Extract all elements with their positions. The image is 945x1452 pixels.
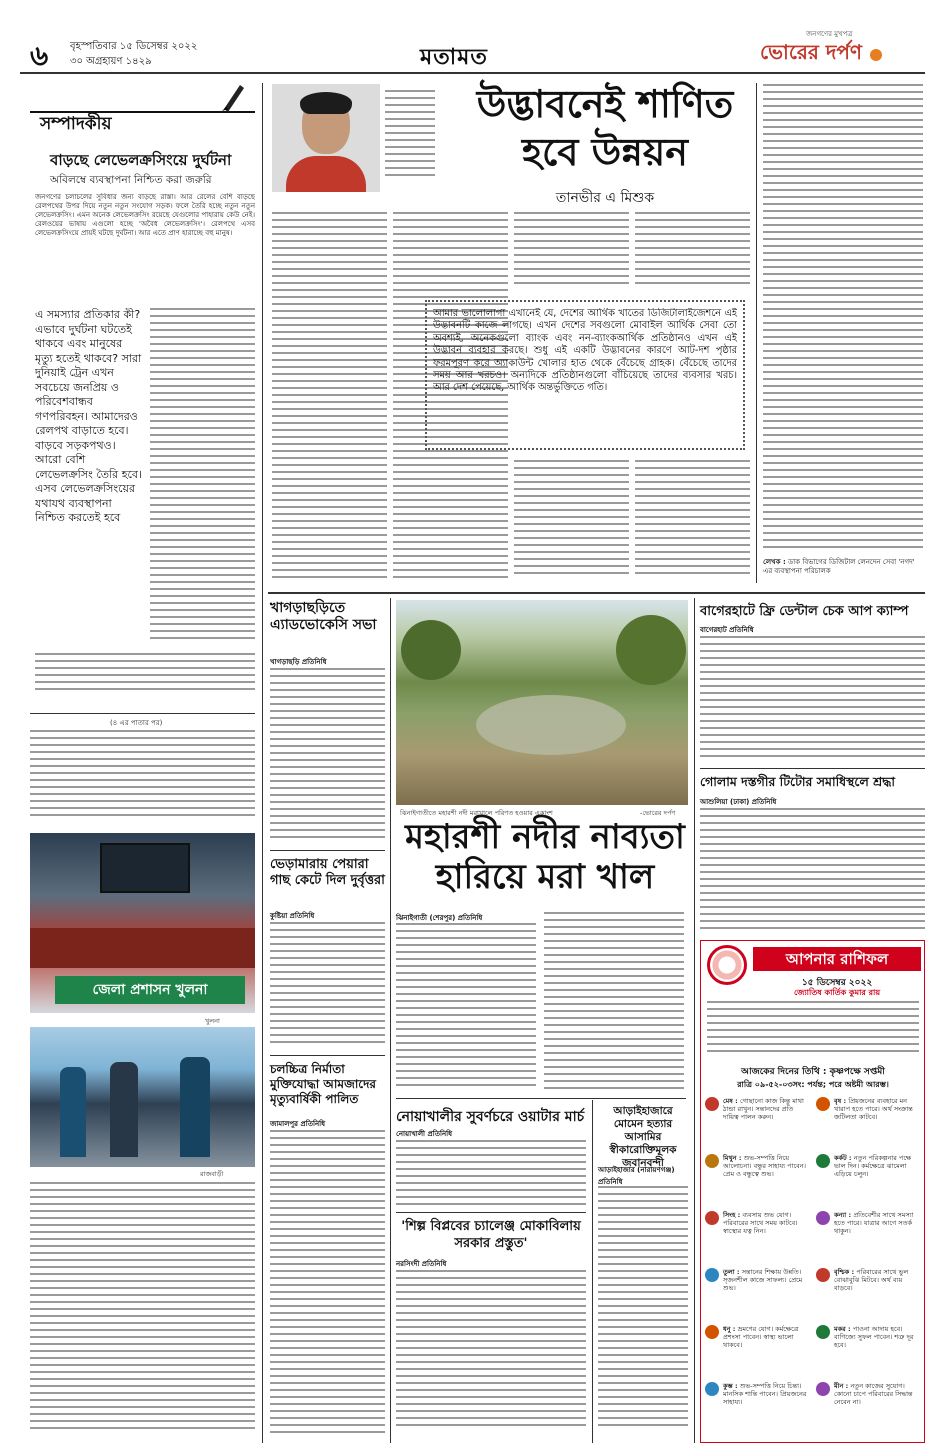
bagerhat-headline: বাগেরহাটে ফ্রি ডেন্টাল চেক আপ ক্যাম্প bbox=[700, 604, 909, 619]
rajbari-photo bbox=[30, 1027, 255, 1167]
amjad-dateline: জামালপুর প্রতিনিধি bbox=[270, 1120, 326, 1128]
opinion-pullquote-box bbox=[425, 300, 745, 450]
horoscope-sign-name: সিংহ : bbox=[723, 1211, 743, 1219]
horoscope-sign-name: মকর : bbox=[834, 1325, 853, 1333]
horoscope-sign-name: বৃশ্চিক : bbox=[834, 1268, 857, 1276]
rajbari-figure-3 bbox=[180, 1057, 210, 1157]
editorial-label-box bbox=[30, 83, 255, 134]
date-line-2: ৩০ অগ্রহায়ণ ১৪২৯ bbox=[70, 56, 152, 67]
editorial-box bbox=[30, 83, 255, 703]
horoscope-sign-body: নতুন কাজের সুযোগ। কোনো চাপে পরিবারের সিদ্ধান্ত নেবেন না। bbox=[834, 1382, 913, 1406]
horoscope-sign bbox=[705, 1325, 810, 1379]
opinion-col-1 bbox=[272, 212, 387, 582]
zodiac-sign-icon bbox=[705, 1097, 719, 1111]
left-news-lines-1 bbox=[30, 730, 255, 826]
editorial-tail-lines bbox=[35, 653, 255, 698]
horoscope-sign-text bbox=[834, 1154, 921, 1178]
zodiac-sign-icon bbox=[705, 1382, 719, 1396]
khulna-banner: জেলা প্রশাসন খুলনা bbox=[55, 976, 245, 1004]
khulna-caption: খুলনা bbox=[205, 1017, 220, 1025]
col-divider-2 bbox=[390, 598, 391, 1443]
horoscope-sign bbox=[705, 1211, 810, 1265]
horoscope-intro bbox=[707, 1001, 919, 1059]
opinion-headline-2: হবে উন্নয়ন bbox=[522, 129, 688, 174]
paper-name: ভোরের দর্পণ bbox=[760, 40, 862, 64]
col-divider-opinion bbox=[756, 83, 757, 583]
golam-dateline: আশুলিয়া (ঢাকা) প্রতিনিধি bbox=[700, 798, 777, 806]
khulna-photo bbox=[30, 833, 255, 1013]
pen-icon bbox=[220, 79, 248, 113]
bagerhat-body bbox=[700, 636, 925, 764]
industry-body bbox=[396, 1270, 586, 1435]
zodiac-sign-icon bbox=[705, 1211, 719, 1225]
noakhali-dateline: নোয়াখালী প্রতিনিধি bbox=[396, 1130, 453, 1138]
horoscope-sign-body: পরিবারের সাথে ভুল বোঝাবুঝি মিটবে। অর্থ ব্যয় বাড়বে। bbox=[834, 1268, 909, 1292]
river-body-2 bbox=[544, 912, 684, 1095]
horoscope-sign-name: বৃষ : bbox=[834, 1097, 849, 1105]
horoscope-sign-body: নতুন পরিকল্পনার পক্ষে ভাল দিন। কর্মক্ষেত্রে ঝামেলা এড়িয়ে চলুন। bbox=[834, 1154, 912, 1178]
industry-headline: 'শিল্প বিপ্লবের চ্যালেঞ্জ মোকাবিলায় সরকার প্রস্তুত' bbox=[401, 1219, 581, 1251]
horoscope-sign bbox=[816, 1097, 921, 1151]
river-dateline: ঝিনাইগাতী (শেরপুর) প্রতিনিধি bbox=[396, 914, 483, 922]
horoscope-grid bbox=[705, 1097, 921, 1439]
author-note-text: ডাক বিভাগের ডিজিটাল লেনদেন সেবা 'নগদ' এর ব্যবস্থাপনা পরিচালক bbox=[763, 558, 915, 575]
river-tree-1 bbox=[401, 620, 461, 680]
noakhali-body bbox=[396, 1140, 586, 1208]
opinion-col-4-top bbox=[635, 212, 750, 292]
amjad-headline: চলচ্চিত্র নির্মাতা মুক্তিযোদ্ধা আমজাদের মৃত্যুবার্ষিকী পালিত bbox=[270, 1062, 377, 1106]
horoscope-sign bbox=[816, 1154, 921, 1208]
zodiac-wheel-icon bbox=[707, 945, 747, 985]
zodiac-sign-icon bbox=[816, 1325, 830, 1339]
col-divider-4 bbox=[694, 598, 695, 1443]
tithi-title: আজকের দিনের তিথি : কৃষ্ণপক্ষে সপ্তমী bbox=[741, 1067, 885, 1077]
araihazar-body bbox=[598, 1186, 688, 1436]
river-water bbox=[476, 695, 626, 755]
editorial-bottom-rule bbox=[30, 713, 255, 714]
horoscope-sign bbox=[705, 1097, 810, 1151]
horoscope-sign-name: মীন : bbox=[834, 1382, 851, 1390]
industry-dateline: নরসিংদী প্রতিনিধি bbox=[396, 1260, 447, 1268]
opinion-col-4-bottom bbox=[635, 460, 750, 582]
horoscope-sign-text bbox=[723, 1211, 810, 1235]
zodiac-sign-icon bbox=[816, 1211, 830, 1225]
editorial-label: সম্পাদকীয় bbox=[40, 114, 112, 134]
horoscope-sign bbox=[705, 1382, 810, 1436]
horoscope-sign-text bbox=[723, 1325, 810, 1349]
rajbari-caption: রাজবাড়ী bbox=[200, 1170, 224, 1178]
bheramara-rule bbox=[270, 1055, 385, 1056]
noakhali-headline: নোয়াখালীর সুবর্ণচরে ওয়াটার মার্চ bbox=[396, 1109, 585, 1125]
horoscope-sign-body: শুভ-সম্পত্তি নিয়ে আলোচনা। বন্ধুর সাহায্য পাবেন। প্রেম ও বন্ধুত্বে শুভ। bbox=[723, 1154, 806, 1178]
section-title: মতামত bbox=[420, 44, 488, 70]
bheramara-body bbox=[270, 922, 385, 1052]
zodiac-sign-icon bbox=[705, 1154, 719, 1168]
horoscope-title-bar bbox=[753, 947, 921, 971]
opinion-pullquote: আমার ভালোলাগা এখানেই যে, দেশের আর্থিক খাতের ডিজিটালাইজেশনে এই উদ্ভাবনটি কাজে লাগছে। এখন দেশের সবগুলো মোবাইল আর্থিক সেবা তো অবশ্যই, অনেকগুলো ব্যাংক এবং নন-ব্যাংকআর্থিক প্রতিষ্ঠানও এখন এই উদ্ভাবন ব্যবহার করছে। শুধু এই একটি উদ্ভাবনের কারণে আট-দশ পৃষ্ঠার ফরমপূরণ করে অ্যাকাউন্ট খোলার হাত থেকে বেঁচেছে গ্রাহক। বেঁচেছে তাদের সময় আর খরচও। অন্যদিকে প্রতিষ্ঠানগুলো বাঁচিয়েছে তাদের ব্যবসার খরচ। আর দেশ পেয়েছে, আর্থিক অন্তর্ভুক্তিতে গতি। bbox=[433, 308, 737, 394]
horoscope-sign-text bbox=[723, 1097, 810, 1121]
khagrachari-dateline: খাগড়াছড়ি প্রতিনিধি bbox=[270, 658, 327, 666]
horoscope-sign-name: মিথুন : bbox=[723, 1154, 744, 1162]
horoscope-sign bbox=[816, 1268, 921, 1322]
bheramara-headline: ভেড়ামারায় পেয়ারা গাছ কেটে দিল দুর্বৃত্তরা bbox=[270, 857, 385, 888]
horoscope-sign-text bbox=[723, 1382, 810, 1406]
horoscope-sign-name: মেষ : bbox=[723, 1097, 740, 1105]
khulna-table bbox=[30, 928, 255, 968]
horoscope-sign-text bbox=[834, 1211, 921, 1235]
editorial-pullquote: এ সমস্যার প্রতিকার কী? এভাবে দুর্ঘটনা ঘটতেই থাকবে এবং মানুষের মৃত্যু হতেই থাকবে? সারা দুনিয়াই ট্রেন এখন সবচেয়ে জনপ্রিয় ও পরিবেশবান্ধব গণপরিবহন। আমাদেরও রেলপথ বাড়াতে হবে। বাড়বে সড়কপথও। আরো বেশি লেভেলক্রসিং তৈরি হবে। এসব লেভেলক্রসিংয়ের যথাযথ ব্যবস্থাপনা নিশ্চিত করতেই হবে bbox=[35, 308, 142, 524]
horoscope-sign-body: গোছানো কাজ কিন্তু মাথা ঠান্ডা রাখুন। সন্তানদের প্রতি দায়িত্ব পালন করুন। bbox=[723, 1097, 804, 1121]
golam-body bbox=[700, 808, 925, 936]
opinion-author-note bbox=[763, 558, 923, 576]
river-headline-1: মহারশী নদীর নাব্যতা bbox=[405, 817, 685, 857]
bheramara-dateline: কুষ্টিয়া প্রতিনিধি bbox=[270, 912, 315, 920]
horoscope-date: ১৫ ডিসেম্বর ২০২২ bbox=[801, 978, 873, 988]
author-hair bbox=[300, 92, 352, 114]
araihazar-headline: আড়াইহাজারে মোমেন হত্যার আসামির স্বীকারোক্তিমূলক জবানবন্দী bbox=[609, 1105, 677, 1169]
editorial-subhead: অবিলম্বে ব্যবস্থাপনা নিশ্চিত করা জরুরি bbox=[50, 174, 212, 186]
horoscope-sign bbox=[705, 1154, 810, 1208]
noakhali-rule bbox=[396, 1212, 586, 1213]
horoscope-sign bbox=[705, 1268, 810, 1322]
author-body bbox=[286, 156, 366, 192]
bagerhat-dateline: বাগেরহাট প্রতিনিধি bbox=[700, 626, 754, 634]
horoscope-sign-name: কন্যা : bbox=[834, 1211, 854, 1219]
left-news-lines-2 bbox=[30, 1182, 255, 1437]
horoscope-sign-body: সন্তানের শিক্ষায় উন্নতি। সৃজনশীল কাজে সাফল্য। প্রেমে শুভ। bbox=[723, 1268, 803, 1292]
editorial-continued: (৪ এর পাতার পর) bbox=[110, 719, 163, 727]
rajbari-figure-1 bbox=[60, 1067, 86, 1157]
horoscope-sign-body: শুভ-সম্পত্তি নিয়ে চিন্তা। মানসিক শান্তি পাবেন। প্রিয়জনের সাহায্য। bbox=[723, 1382, 807, 1406]
horoscope-sign bbox=[816, 1382, 921, 1436]
rajbari-figure-2 bbox=[110, 1062, 138, 1157]
sun-icon bbox=[870, 49, 882, 61]
river-rule bbox=[396, 1098, 686, 1099]
author-note-label: লেখক : bbox=[763, 558, 786, 566]
araihazar-dateline: আড়াইহাজার (নারায়ণগঞ্জ) প্রতিনিধি bbox=[598, 1166, 675, 1186]
amjad-body bbox=[270, 1130, 385, 1435]
horoscope-sign-text bbox=[834, 1382, 921, 1406]
editorial-body: জনগণের চলাচলের সুবিধার জন্য বাড়ছে রাস্তা। আর রেলের বেশি বাড়ছে রেলপথের উপর দিয়ে নতুন নতুন সংযোগ সড়ক। ফলে তৈরি হচ্ছে নতুন নতুন লেভেলক্রসিং। এমন অনেক লেভেলক্রসিং রয়েছে যেগুলোর পাহারায় কেউ নেই। রেলওয়ের ভাষায় এগুলো হচ্ছে 'অবৈধ লেভেলক্রসিং'। রেলপথে এসব লেভেলক্রসিংয়ে প্রায়ই ঘটছে দুর্ঘটনা। আর এতে প্রাণ হারাচ্ছে বহু মানুষ। bbox=[35, 193, 255, 237]
editorial-headline: বাড়ছে লেভেলক্রসিংয়ে দুর্ঘটনা bbox=[50, 151, 232, 169]
horoscope-sign-body: প্রিয়জনের ব্যবহারে মন খারাপ হতে পারে। অর্থ সংক্রান্ত জটিলতা কাটবে। bbox=[834, 1097, 913, 1121]
river-caption: ঝিনাইগাতীতে মহারশী নদী মরাখালে পরিণত হওয়ার একাংশ bbox=[400, 809, 553, 817]
khulna-screen bbox=[100, 843, 190, 893]
paper-logo bbox=[760, 38, 920, 68]
page-number: ৬ bbox=[30, 39, 49, 72]
opinion-col-3-top bbox=[514, 212, 629, 292]
opinion-intro-lines bbox=[385, 90, 435, 185]
horoscope-title: আপনার রাশিফল bbox=[785, 950, 889, 968]
horoscope-sign-name: কর্কট : bbox=[834, 1154, 854, 1162]
zodiac-sign-icon bbox=[816, 1097, 830, 1111]
horoscope-sign-name: কুম্ভ : bbox=[723, 1382, 740, 1390]
bagerhat-rule bbox=[700, 768, 925, 769]
opinion-bottom-rule bbox=[268, 592, 925, 594]
date-line-1: বৃহস্পতিবার ১৫ ডিসেম্বর ২০২২ bbox=[70, 41, 198, 52]
masthead-rule bbox=[20, 72, 925, 74]
river-headline-2: হারিয়ে মরা খাল bbox=[435, 857, 655, 897]
river-credit: -ভোরের দর্পণ bbox=[640, 809, 676, 817]
zodiac-sign-icon bbox=[816, 1268, 830, 1282]
opinion-col-3-bottom bbox=[514, 460, 629, 582]
masthead bbox=[0, 0, 945, 75]
horoscope-sign-text bbox=[834, 1268, 921, 1292]
horoscope-sign bbox=[816, 1211, 921, 1265]
col-divider-1 bbox=[262, 83, 263, 1443]
zodiac-sign-icon bbox=[705, 1325, 719, 1339]
river-photo bbox=[396, 600, 688, 805]
horoscope-sign bbox=[816, 1325, 921, 1379]
horoscope-sign-body: প্রতিবেশীর সাথে সমস্যা হতে পারে। যাত্রার আগে সতর্ক থাকুন। bbox=[834, 1211, 914, 1235]
river-body-1 bbox=[396, 923, 536, 1095]
horoscope-box bbox=[700, 940, 925, 1443]
col-divider-3 bbox=[592, 1100, 593, 1443]
zodiac-sign-icon bbox=[816, 1382, 830, 1396]
tithi-line: রাত্রি ০৯-৫২-০৩সং: পর্যন্ত; পরে অষ্টমী আরম্ভ। bbox=[737, 1080, 889, 1089]
opinion-headline-1: উদ্ভাবনেই শাণিত bbox=[476, 81, 734, 126]
horoscope-sign-text bbox=[723, 1268, 810, 1292]
horoscope-sign-body: ভ্রমণের যোগ। কর্মক্ষেত্রে প্রশংসা পাবেন। স্বাস্থ্য ভালো থাকবে। bbox=[723, 1325, 799, 1349]
khagrachari-rule bbox=[270, 850, 385, 851]
horoscope-astrologer: জ্যোতিষ কার্তিক কুমার রায় bbox=[793, 988, 881, 997]
golam-headline: গোলাম দস্তগীর টিটোর সমাধিস্থলে শ্রদ্ধা bbox=[700, 774, 895, 789]
horoscope-sign-body: পাওনা আদায় হবে। বাণিজ্যে সুফল পাবেন। শত্রু দূর হবে। bbox=[834, 1325, 914, 1349]
horoscope-sign-text bbox=[723, 1154, 810, 1178]
khagrachari-headline: খাগড়াছড়িতে এ্যাডভোকেসি সভা bbox=[270, 600, 377, 633]
paper-tagline: জনগণের মুখপত্র bbox=[806, 30, 853, 38]
horoscope-sign-text bbox=[834, 1097, 921, 1121]
opinion-byline: তানভীর এ মিশুক bbox=[555, 190, 655, 206]
river-tree-2 bbox=[616, 615, 686, 685]
author-photo bbox=[272, 84, 380, 192]
horoscope-sign-name: ধনু : bbox=[723, 1325, 738, 1333]
horoscope-sign-name: তুলা : bbox=[723, 1268, 742, 1276]
opinion-col-5 bbox=[763, 84, 923, 554]
horoscope-sign-text bbox=[834, 1325, 921, 1349]
horoscope-sign-body: ব্যবসায় শুভ যোগ। পরিবারের সাথে সময় কাটবে। স্বাস্থ্যের যত্ন নিন। bbox=[723, 1211, 798, 1235]
zodiac-sign-icon bbox=[705, 1268, 719, 1282]
editorial-body-lines bbox=[150, 308, 255, 648]
zodiac-sign-icon bbox=[816, 1154, 830, 1168]
khagrachari-body bbox=[270, 668, 385, 846]
